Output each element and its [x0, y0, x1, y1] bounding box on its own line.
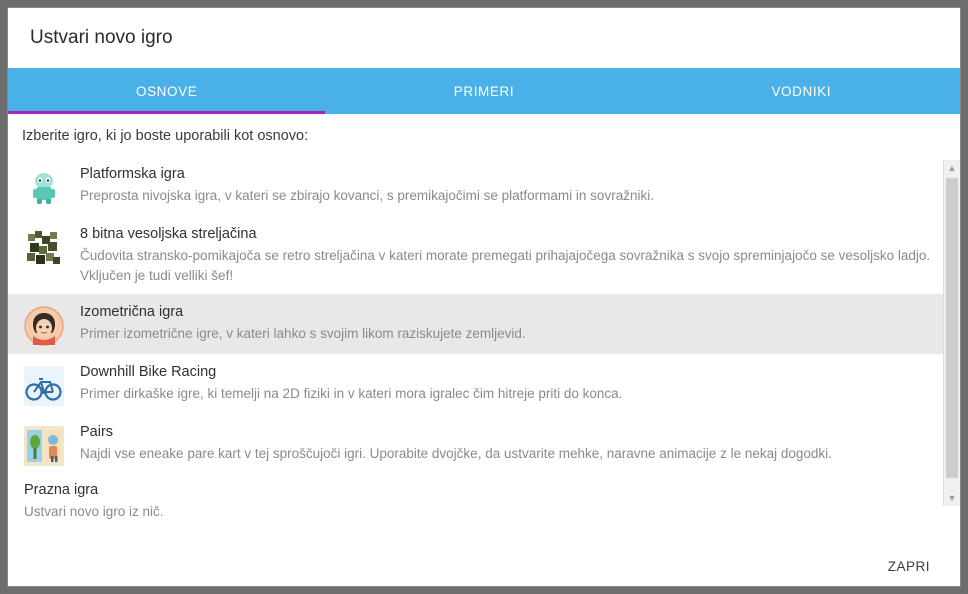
close-button[interactable]: ZAPRI	[882, 555, 936, 578]
list-item-text	[80, 422, 942, 464]
list-item-title: Downhill Bike Racing	[80, 364, 217, 380]
list-item-description: Primer dirkaške igre, ki temelji na 2D fiziki in v kateri mora igralec čim hitreje priti do konca.	[80, 386, 623, 401]
list-item[interactable]	[8, 156, 960, 216]
list-item-description: Čudovita stransko-pomikajoča se retro streljačina v kateri morate premegati prihajajočega sovražnika s svojo spreminjajočo se vesoljsko ladjo. Vključen je tudi velliki šef!	[80, 248, 931, 283]
list-item-text	[80, 224, 942, 286]
tab-osnove[interactable]	[8, 68, 325, 114]
template-list	[8, 156, 960, 546]
list-item-title: Platformska igra	[80, 166, 185, 182]
dialog-body	[8, 114, 960, 546]
tab-primeri[interactable]	[325, 68, 642, 114]
list-item-title: Pairs	[80, 424, 114, 440]
list-item-title: Prazna igra	[24, 482, 99, 498]
list-item[interactable]	[8, 294, 960, 354]
space-shooter-thumbnail-icon	[24, 228, 64, 268]
tab-bar	[8, 68, 960, 114]
list-item-description: Preprosta nivojska igra, v kateri se zbirajo kovanci, s premikajočimi se platformami in sovražniki.	[80, 188, 654, 203]
list-item-text	[80, 302, 942, 344]
tab-label: PRIMERI	[453, 83, 515, 99]
scroll-up-icon[interactable]: ▲	[947, 163, 957, 173]
tab-label: OSNOVE	[135, 83, 198, 99]
list-scrollbar[interactable]	[943, 160, 960, 506]
dialog-footer	[8, 546, 960, 586]
list-item-description: Primer izometrične igre, v kateri lahko s svojim likom raziskujete zemljevid.	[80, 326, 526, 341]
list-item[interactable]	[8, 216, 960, 294]
list-item-title: 8 bitna vesoljska streljačina	[80, 226, 257, 242]
page-title: Ustvari novo igro	[30, 27, 173, 48]
dialog-title-bar	[8, 8, 960, 68]
isometric-thumbnail-icon	[24, 306, 64, 346]
instruction-text: Izberite igro, ki jo boste uporabili kot osnovo:	[22, 128, 309, 144]
create-new-game-dialog	[8, 8, 960, 586]
list-item[interactable]	[8, 354, 960, 414]
list-item-text	[80, 362, 942, 404]
tab-vodniki[interactable]	[643, 68, 960, 114]
scrollbar-thumb[interactable]	[946, 178, 958, 478]
list-item-text	[24, 482, 942, 522]
list-item[interactable]	[8, 474, 960, 530]
list-item[interactable]	[8, 414, 960, 474]
scroll-down-icon[interactable]: ▼	[947, 493, 957, 503]
platformer-thumbnail-icon	[24, 168, 64, 208]
list-item-description: Ustvari novo igro iz nič.	[24, 504, 164, 519]
bike-racing-thumbnail-icon	[24, 366, 64, 406]
list-item-title: Izometrična igra	[80, 304, 184, 320]
tab-label: VODNIKI	[771, 83, 832, 99]
pairs-thumbnail-icon	[24, 426, 64, 466]
list-item-description: Najdi vse eneake pare kart v tej sproščujoči igri. Uporabite dvojčke, da ustvarite mehke, naravne animacije z le nekaj dogodki.	[80, 446, 832, 461]
list-item-text	[80, 164, 942, 206]
